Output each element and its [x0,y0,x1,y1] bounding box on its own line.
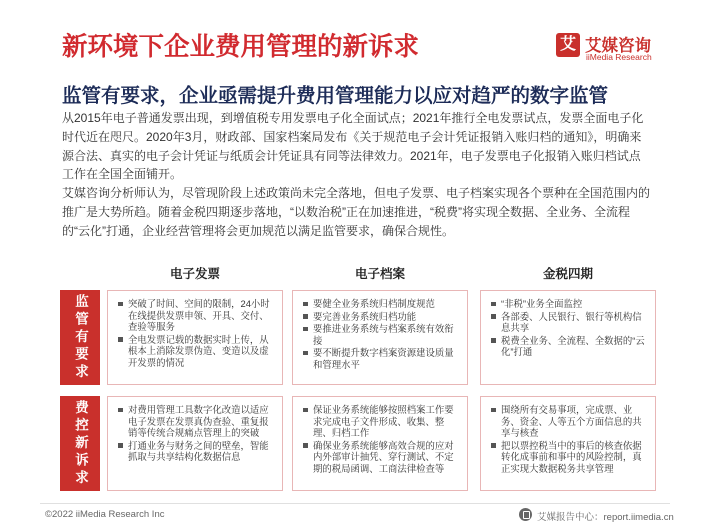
bullet-item: 要推进业务系统与档案系统有效衔接 [302,323,460,346]
bullet-item: 保证业务系统能够按照档案工作要求完成电子文件形成、收集、整理、归档工作 [302,404,460,439]
column-header-e-invoice: 电子发票 [169,267,220,281]
page-title: 新环境下企业费用管理的新诉求 [62,33,420,61]
bullet-item: 围绕所有交易事项，完成票、业务、资金、人等五个方面信息的共享与核查 [490,404,648,439]
bullet-item: 确保业务系统能够高效合规的应对内外部审计抽凭、穿行测试、不定期的税局函调、工商法律检查等 [302,440,460,475]
logo-english-name: iiMedia Research [586,52,652,62]
row-label-expense-control [60,396,100,491]
bullet-item: 要完善业务系统归档功能 [302,311,460,323]
cell-expense-golden-tax-4 [480,396,656,491]
cell-regulation-golden-tax-4 [480,290,656,385]
intro-paragraph: 从2015年电子普通发票出现，到增值税专用发票电子化全面试点；2021年推行全电发票试点，发票全面电子化时代近在咫尺。2020年3月，财政部、国家档案局发布《关于规范电子会计凭证报销入账归档的通知》，明确来源合法、真实的电子会计凭证与纸质会计凭证具有同等法律效力。2021年，电子发票电子化报销入账归档试点工作在全国全面铺开。 [62,111,644,182]
column-header-golden-tax-4: 金税四期 [542,267,593,281]
bullet-item: 税费全业务、全流程、全数据的“云化”打通 [490,335,648,358]
intro-paragraph: 艾媒咨询分析师认为，尽管现阶段上述政策尚未完全落地，但电子发票、电子档案实现各个票种在全国范围内的推广是大势所趋。随着金税四期逐步落地，“以数治税”正在加速推进，“税费”将实现全数据、全业务、全流程的“云化”打通，企业经营管理将会更加规范以满足监管要求，确保合规性。 [62,186,651,238]
bullet-item: 对费用管理工具数字化改造以适应电子发票在发票真伪查验、重复报销等传统合规痛点管理上的突破 [117,404,275,439]
bullet-item: “非税”业务全面监控 [490,298,648,310]
cell-expense-e-archive [292,396,468,491]
row-label-text: 费控新诉求 [73,399,88,488]
bullet-item: 全电发票记载的数据实时上传，从根本上消除发票伪造、变造以及虚开发票的情况 [117,334,275,369]
bullet-item: 把以票控税当中的事后的核查依据转化成事前和事中的风险控制，真正实现大数据税务共享管理 [490,440,648,475]
bullet-item: 打通业务与财务之间的壁垒，智能抓取与共享结构化数据信息 [117,440,275,463]
row-label-regulation [60,290,100,385]
bullet-item: 各部委、人民银行、银行等机构信息共享 [490,311,648,334]
footer-divider [40,503,670,504]
bullet-item: 突破了时间、空间的限制，24小时在线提供发票申领、开具、交付、查验等服务 [117,298,275,333]
cell-regulation-e-archive [292,290,468,385]
report-center-icon [519,508,532,521]
bullet-item: 要不断提升数字档案资源建设质量和管理水平 [302,347,460,370]
cell-regulation-e-invoice [107,290,283,385]
intro-text [62,109,650,241]
logo-name: 艾媒咨询 [585,37,651,55]
bullet-item: 要健全业务系统归档制度规范 [302,298,460,310]
page-subtitle: 监管有要求，企业亟需提升费用管理能力以应对趋严的数字监管 [62,85,609,107]
column-header-e-archive: 电子档案 [354,267,405,281]
iimedia-logo-icon: 艾 [556,33,580,57]
row-label-text: 监管有要求 [73,293,88,382]
report-center-link[interactable]: 艾媒报告中心：report.iimedia.cn [537,512,674,523]
cell-expense-e-invoice [107,396,283,491]
footer-copyright: ©2022 iiMedia Research Inc [45,509,165,520]
